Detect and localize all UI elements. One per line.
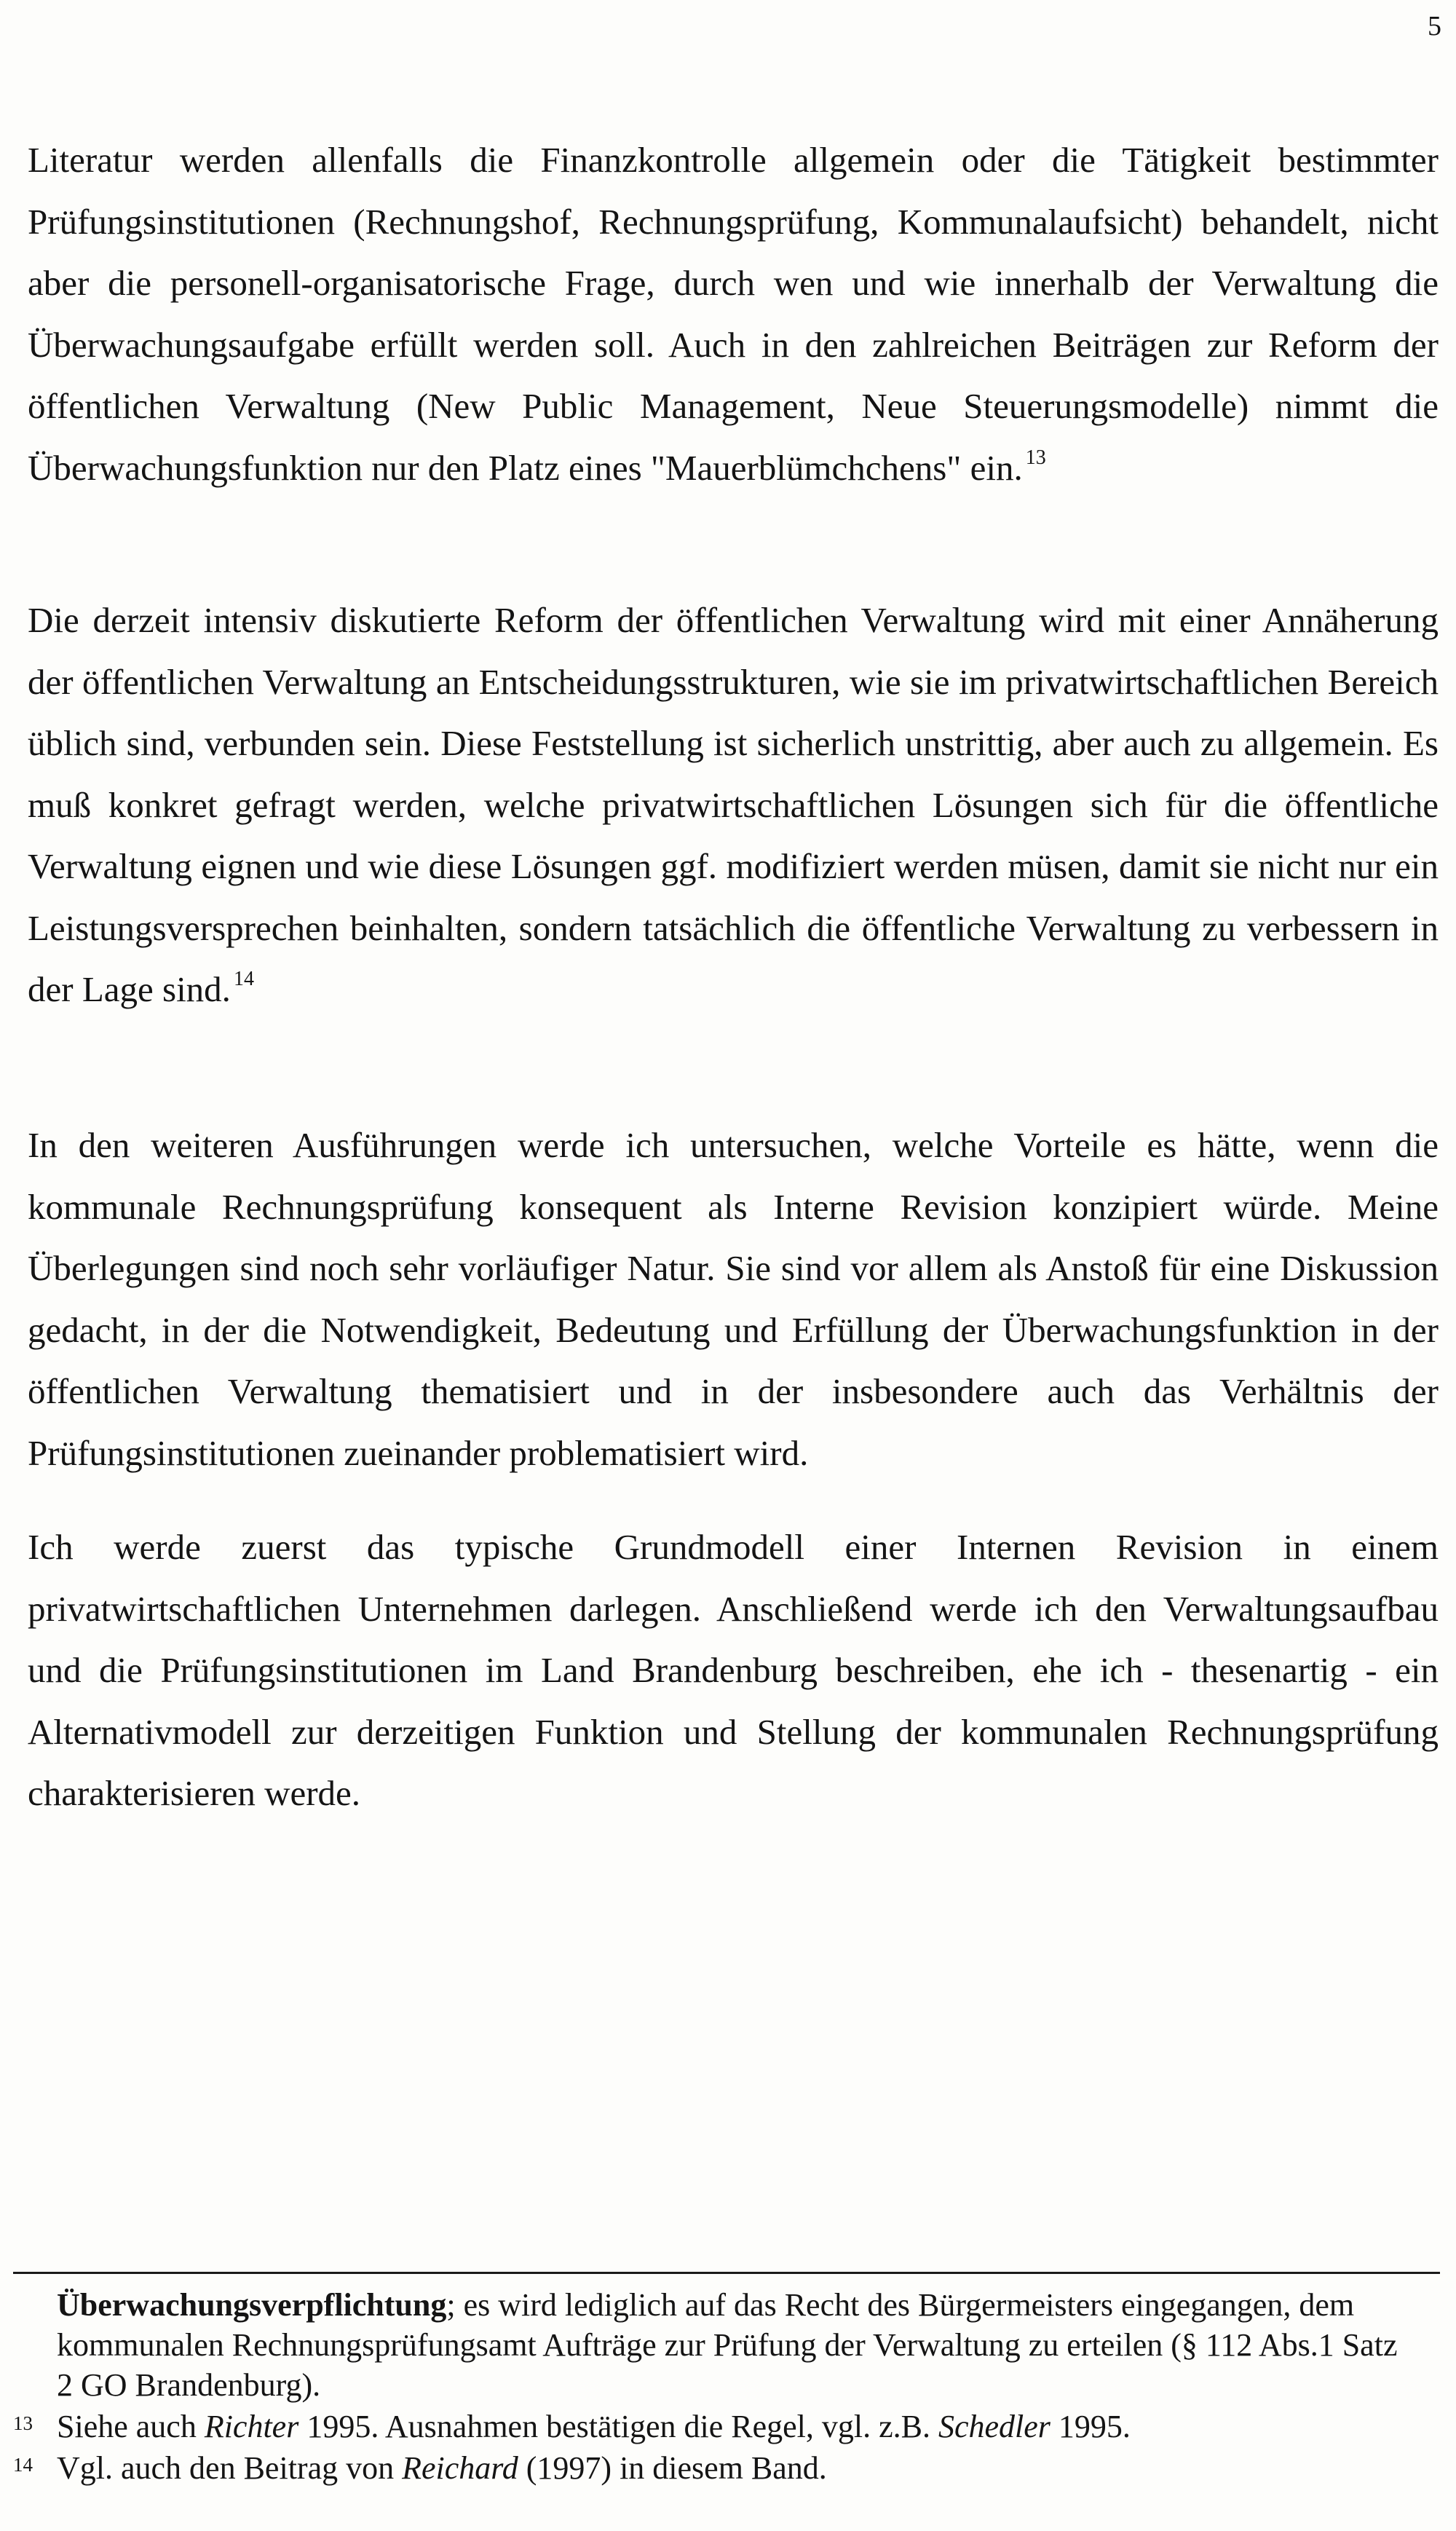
paragraph-2-text: Die derzeit intensiv diskutierte Reform der öffentlichen Verwaltung wird mit einer Annäherung der öffentlichen Verwaltung an Entscheidungsstrukturen, wie sie im privatwirtschaftlichen Bereich üblich sind, verbunden sein. Diese Feststellung ist sicherlich unstrittig, aber auch zu allgemein. Es muß konkret gefragt werden, welche privatwirtschaftlichen Lösungen sich für die öffentliche Verwaltung eignen und wie diese Lösungen ggf. modifiziert werden müsen, damit sie nicht nur ein Leistungsversprechen beinhalten, sondern tatsächlich die öffentliche Verwaltung zu verbessern in der Lage sind. xyxy=(28,600,1439,1009)
footnote-ref-14: 14 xyxy=(233,968,254,990)
footnote-continuation xyxy=(57,2285,1411,2405)
footnote-13-text-1: Siehe auch xyxy=(57,2409,205,2444)
footnote-13 xyxy=(13,2406,1425,2447)
paragraph-2 xyxy=(28,590,1439,1027)
footnote-13-number: 13 xyxy=(13,2412,33,2434)
footnote-14-text-1: Vgl. auch den Beitrag von xyxy=(57,2450,403,2486)
footnote-13-author-2: Schedler xyxy=(938,2409,1051,2444)
paragraph-3: In den weiteren Ausführungen werde ich untersuchen, welche Vorteile es hätte, wenn die kommunale Rechnungsprüfung konsequent als Interne Revision konzipiert würde. Meine Überlegungen sind noch sehr vorläufiger Natur. Sie sind vor allem als Anstoß für eine Diskussion gedacht, in der die Notwendigkeit, Bedeutung und Erfüllung der Überwachungsfunktion in der öffentlichen Verwaltung thematisiert und in der insbesondere auch das Verhältnis der Prüfungsinstitutionen zueinander problematisiert wird. xyxy=(28,1125,1439,1473)
footnote-13-author-1: Richter xyxy=(204,2409,299,2444)
footnote-separator xyxy=(13,2272,1440,2274)
paragraph-1-text: Literatur werden allenfalls die Finanzkontrolle allgemein oder die Tätigkeit bestimmter Prüfungsinstitutionen (Rechnungshof, Rechnungsprüfung, Kommunalaufsicht) behandelt, nicht aber die personell-organisatorische Frage, durch wen und wie innerhalb der Verwaltung die Überwachungsaufgabe erfüllt werden soll. Auch in den zahlreichen Beiträgen zur Reform der öffentlichen Verwaltung (New Public Management, Neue Steuerungsmodelle) nimmt die Überwachungsfunktion nur den Platz eines "Mauerblümchchens" ein. xyxy=(28,140,1439,488)
footnote-ref-13: 13 xyxy=(1025,446,1046,469)
footnote-14-text-2: (1997) in diesem Band. xyxy=(518,2450,827,2486)
paragraph-4: Ich werde zuerst das typische Grundmodell einer Internen Revision in einem privatwirtschaftlichen Unternehmen darlegen. Anschließend werde ich den Verwaltungsaufbau und die Prüfungsinstitutionen im Land Brandenburg beschreiben, ehe ich - thesenartig - ein Alternativmodell zur derzeitigen Funktion und Stellung der kommunalen Rechnungsprüfung charakterisieren werde. xyxy=(28,1527,1439,1813)
footnote-14-author: Reichard xyxy=(402,2450,518,2486)
paragraph-1 xyxy=(28,130,1439,505)
footnote-emphasis: Überwachungsverpflichtung xyxy=(57,2287,447,2323)
footnote-continuation-text: ; es wird lediglich auf das Recht des Bürgermeisters eingegangen, dem kommunalen Rechnungsprüfungsamt Aufträge zur Prüfung der Verwaltung zu erteilen (§ 112 Abs.1 Satz 2 GO Brandenburg). xyxy=(57,2287,1398,2403)
footnote-13-text-3: 1995. xyxy=(1050,2409,1131,2444)
footnote-13-text-2: 1995. Ausnahmen bestätigen die Regel, vgl. z.B. xyxy=(298,2409,938,2444)
footnote-14 xyxy=(13,2448,1425,2488)
page-number: 5 xyxy=(1428,11,1441,42)
footnote-14-number: 14 xyxy=(13,2454,33,2476)
